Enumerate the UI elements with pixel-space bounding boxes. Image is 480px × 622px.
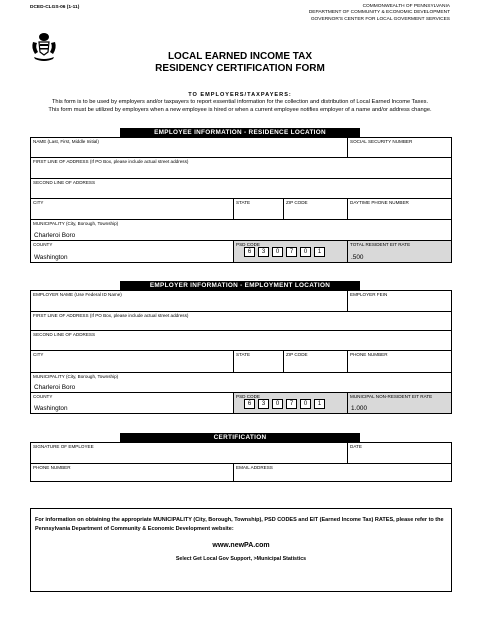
signature-label: SIGNATURE OF EMPLOYEE [33,444,94,449]
employee-address1-field[interactable] [31,158,451,178]
employee-state-label: STATE [236,200,251,205]
employer-phone-field[interactable] [347,351,451,372]
employee-phone-field[interactable] [347,199,451,219]
employee-county-field[interactable] [31,241,233,262]
psd-digit: 0 [272,247,283,257]
agency-line-2: DEPARTMENT OF COMMUNITY & ECONOMIC DEVELOPMENT [308,10,450,16]
employee-row-city [31,198,451,219]
employee-city-field[interactable] [31,199,233,219]
form-code: DCED-CLGS-06 (1-11) [30,5,80,10]
employee-row-address1 [31,157,451,178]
employee-zip-label: ZIP CODE [286,200,308,205]
employer-phone-label: PHONE NUMBER [350,352,388,357]
employer-name-label: EMPLOYER NAME (Use Federal ID Name) [33,292,122,297]
certification-section [30,442,452,482]
intro-line-1: This form is to be used by employers and/or taxpayers to report essential information for the collection and distribution of Local Earned Income Taxes. [51,99,429,105]
intro-heading: TO EMPLOYERS/TAXPAYERS: [188,92,292,98]
employee-address2-field[interactable] [31,179,451,198]
employee-address1-label: FIRST LINE OF ADDRESS (If PO Box, please include actual street address) [33,159,189,164]
employer-row-name [31,291,451,311]
employee-row-municipality [31,219,451,240]
certification-row-contact [31,463,451,481]
employer-address2-field[interactable] [31,331,451,350]
info-box [30,508,452,592]
employee-eit-value: .500 [351,254,364,261]
employee-county-label: COUNTY [33,242,53,247]
psd-digit: 0 [300,399,311,409]
employee-phone-label: DAYTIME PHONE NUMBER [350,200,409,205]
psd-digit: 0 [272,399,283,409]
psd-digit: 6 [244,399,255,409]
intro-text [30,99,450,114]
certification-row-signature [31,443,451,463]
psd-digit: 3 [258,247,269,257]
agency-line-1: COMMONWEALTH OF PENNSYLVANIA [362,4,450,9]
employer-address1-field[interactable] [31,312,451,330]
employee-address2-label: SECOND LINE OF ADDRESS [33,180,96,185]
certification-phone-label: PHONE NUMBER [33,465,71,470]
employer-eit-label: MUNICIPAL NON-RESIDENT EIT RATE [350,394,433,399]
certification-phone-field[interactable] [31,464,233,481]
date-field[interactable] [347,443,451,463]
employer-address1-label: FIRST LINE OF ADDRESS (If PO Box, please include actual street address) [33,313,189,318]
employee-row-county [31,240,451,262]
employee-state-field[interactable] [233,199,283,219]
agency-block [240,4,450,23]
psd-digit: 7 [286,247,297,257]
employer-zip-label: ZIP CODE [286,352,308,357]
intro-line-2: This form must be utilized by employers when a new employee is hired or when a current employee notifies employer of a name and/or address change. [48,106,432,113]
agency-line-3: GOVERNOR'S CENTER FOR LOCAL GOVERMENT SERVICES [310,16,450,22]
employee-city-label: CITY [33,200,44,205]
employer-eit-value: 1.000 [351,405,367,412]
employee-section-heading: EMPLOYEE INFORMATION - RESIDENCE LOCATION [120,128,360,137]
certification-heading: CERTIFICATION [120,433,360,442]
signature-field[interactable] [31,443,347,463]
psd-digit: 3 [258,399,269,409]
form-title-line-2: RESIDENCY CERTIFICATION FORM [155,63,325,74]
navigation-hint: Select Get Local Gov Support, >Municipal Statistics [175,556,307,562]
employer-section-heading: EMPLOYER INFORMATION - EMPLOYMENT LOCATION [120,281,360,290]
employer-row-county [31,392,451,413]
employer-state-field[interactable] [233,351,283,372]
employer-city-label: CITY [33,352,44,357]
employee-psd-code-field[interactable] [233,241,347,262]
employer-zip-field[interactable] [283,351,347,372]
employer-eit-rate-field[interactable] [347,393,451,413]
employer-county-field[interactable] [31,393,233,413]
employee-zip-field[interactable] [283,199,347,219]
employee-municipality-value: Charleroi Boro [34,232,76,239]
employer-municipality-value: Charleroi Boro [34,384,76,391]
employer-city-field[interactable] [31,351,233,372]
employer-psd-label: PSD CODE [236,394,260,399]
employer-row-municipality [31,372,451,392]
date-label: DATE [350,444,362,449]
psd-digit: 6 [244,247,255,257]
info-text: For information on obtaining the appropriate MUNICIPALITY (City, Borough, Township), PSD CODES and EIT (Earned Income Tax) RATES, please refer to the Pennsylvania Department of Community & Economic Development website: [35,517,444,532]
employee-municipality-field[interactable] [31,220,451,240]
employee-row-name [31,138,451,157]
employer-row-address2 [31,330,451,350]
employer-psd-digits [244,399,325,409]
employer-fein-label: EMPLOYER FEIN [350,292,388,297]
employee-eit-label: TOTAL RESIDENT EIT RATE [350,242,411,247]
website-link[interactable]: www.newPA.com [212,542,270,549]
employee-name-field[interactable] [31,138,347,157]
employee-county-value: Washington [34,254,68,261]
employee-municipality-label: MUNICIPALITY (City, Borough, Township) [33,221,119,226]
employee-ssn-label: SOCIAL SECURITY NUMBER [350,139,413,144]
employer-row-address1 [31,311,451,330]
email-label: EMAIL ADDRESS [236,465,273,470]
employee-psd-label: PSD CODE [236,242,260,247]
employer-county-label: COUNTY [33,394,53,399]
psd-digit: 1 [314,399,325,409]
employer-name-field[interactable] [31,291,347,311]
email-field[interactable] [233,464,451,481]
psd-digit: 7 [286,399,297,409]
employer-section [30,290,452,414]
employee-name-label: NAME (Last, First, Middle Initial) [33,139,99,144]
employer-row-city [31,350,451,372]
employee-eit-rate-field[interactable] [347,241,451,262]
employer-state-label: STATE [236,352,251,357]
form-title-line-1: LOCAL EARNED INCOME TAX [167,51,313,62]
employee-psd-digits [244,247,325,257]
psd-digit: 0 [300,247,311,257]
employer-psd-code-field[interactable] [233,393,347,413]
employer-fein-field[interactable] [347,291,451,311]
employer-address2-label: SECOND LINE OF ADDRESS [33,332,96,337]
employee-section [30,137,452,263]
employer-county-value: Washington [34,405,68,412]
employee-ssn-field[interactable] [347,138,451,157]
employer-municipality-field[interactable] [31,373,451,392]
psd-digit: 1 [314,247,325,257]
employer-municipality-label: MUNICIPALITY (City, Borough, Township) [33,374,119,379]
employee-row-address2 [31,178,451,198]
